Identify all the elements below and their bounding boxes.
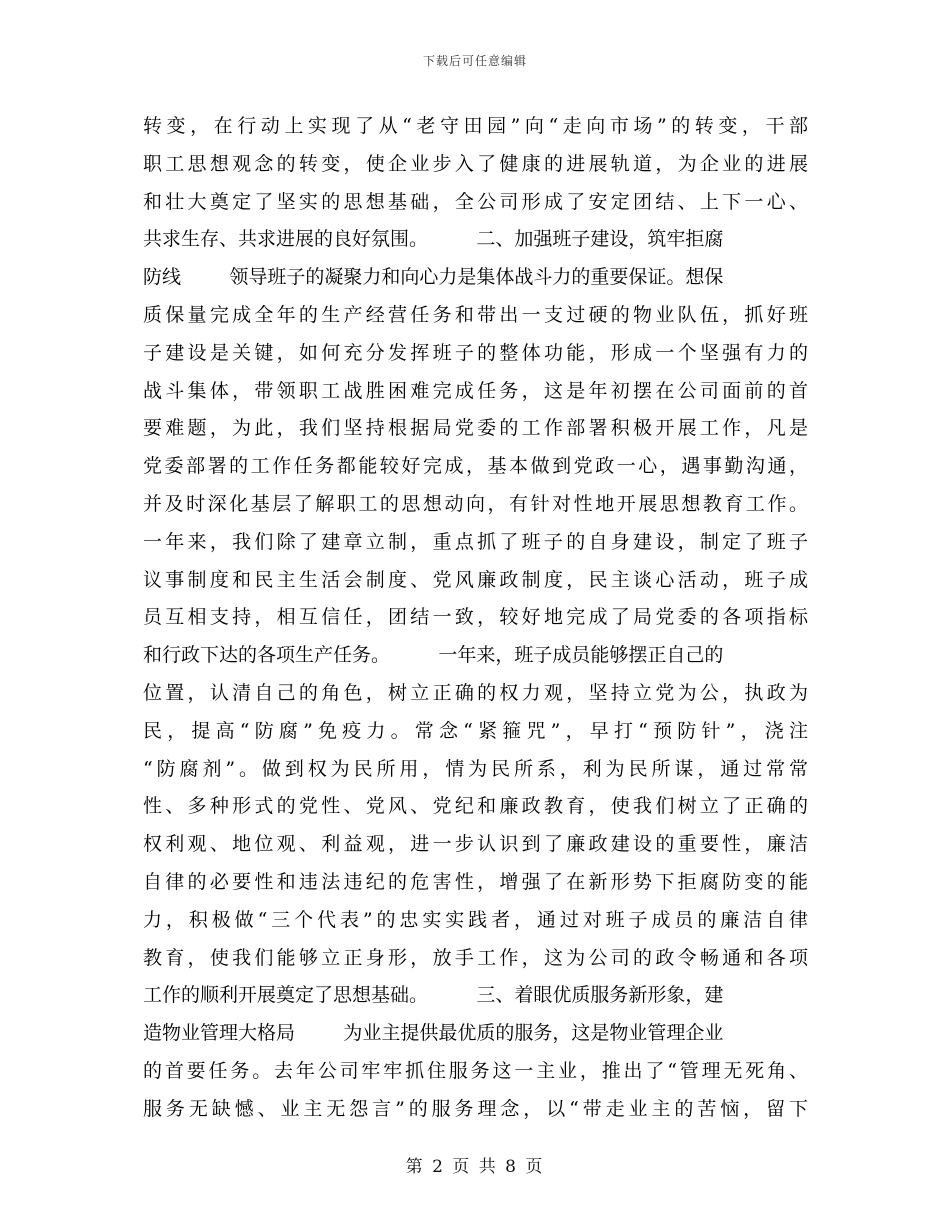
text-line: 员互相支持，相互信任，团结一致，较好地完成了局党委的各项指标: [143, 606, 808, 629]
text-line: 共求生存、共求进展的良好氛围。 二、加强班子建设，筑牢拒腐: [143, 228, 724, 251]
text-line: 要难题，为此，我们坚持根据局党委的工作部署积极开展工作，凡是: [143, 417, 808, 440]
text-line: 和壮大奠定了坚实的思想基础，全公司形成了安定团结、上下一心、: [143, 190, 808, 213]
text-line: 工作的顺利开展奠定了思想基础。 三、着眼优质服务新形象，建: [143, 984, 724, 1007]
text-line: 造物业管理大格局 为业主提供最优质的服务，这是物业管理企业: [143, 1022, 724, 1045]
text-line: 权利观、地位观、利益观，进一步认识到了廉政建设的重要性，廉洁: [143, 833, 808, 856]
text-line: 位置，认清自己的角色，树立正确的权力观，坚持立党为公，执政为: [143, 681, 808, 704]
text-line: 党委部署的工作任务都能较好完成，基本做到党政一心，遇事勤沟通，: [143, 455, 808, 478]
text-line: 的首要任务。去年公司牢牢抓住服务这一主业，推出了“管理无死角、: [143, 1059, 808, 1082]
text-line: 职工思想观念的转变，使企业步入了健康的进展轨道，为企业的进展: [143, 152, 808, 175]
page-header: 下载后可任意编辑: [422, 54, 527, 68]
body-text: [143, 108, 808, 1129]
text-line: 性、多种形式的党性、党风、党纪和廉政教育，使我们树立了正确的: [143, 795, 808, 818]
text-line: 和行政下达的各项生产任务。 一年来，班子成员能够摆正自己的: [143, 644, 724, 667]
text-line: 力，积极做“三个代表”的忠实实践者，通过对班子成员的廉洁自律: [143, 908, 808, 931]
text-line: 议事制度和民主生活会制度、党风廉政制度，民主谈心活动，班子成: [143, 568, 808, 591]
page-number: 第 2 页 共 8 页: [405, 1157, 545, 1177]
text-line: 并及时深化基层了解职工的思想动向，有针对性地开展思想教育工作。: [143, 492, 808, 515]
text-line: 民，提高“防腐”免疫力。常念“紧箍咒”，早打“预防针”，浇注: [143, 719, 808, 742]
text-line: “防腐剂”。做到权为民所用，情为民所系，利为民所谋，通过常常: [143, 757, 808, 780]
text-line: 战斗集体，带领职工战胜困难完成任务，这是年初摆在公司面前的首: [143, 379, 808, 402]
text-line: 质保量完成全年的生产经营任务和带出一支过硬的物业队伍，抓好班: [143, 303, 808, 326]
text-line: 转变，在行动上实现了从“老守田园”向“走向市场”的转变，干部: [143, 115, 808, 137]
text-line: 一年来，我们除了建章立制，重点抓了班子的自身建设，制定了班子: [143, 530, 808, 553]
text-line: 教育，使我们能够立正身形，放手工作，这为公司的政令畅通和各项: [143, 946, 808, 969]
text-line: 防线 领导班子的凝聚力和向心力是集体战斗力的重要保证。想保: [143, 266, 724, 289]
text-line: 自律的必要性和违法违纪的危害性，增强了在新形势下拒腐防变的能: [143, 870, 808, 893]
text-line: 子建设是关键，如何充分发挥班子的整体功能，形成一个坚强有力的: [143, 341, 808, 364]
text-line: 服务无缺憾、业主无怨言”的服务理念，以“带走业主的苦恼，留下: [143, 1097, 808, 1120]
